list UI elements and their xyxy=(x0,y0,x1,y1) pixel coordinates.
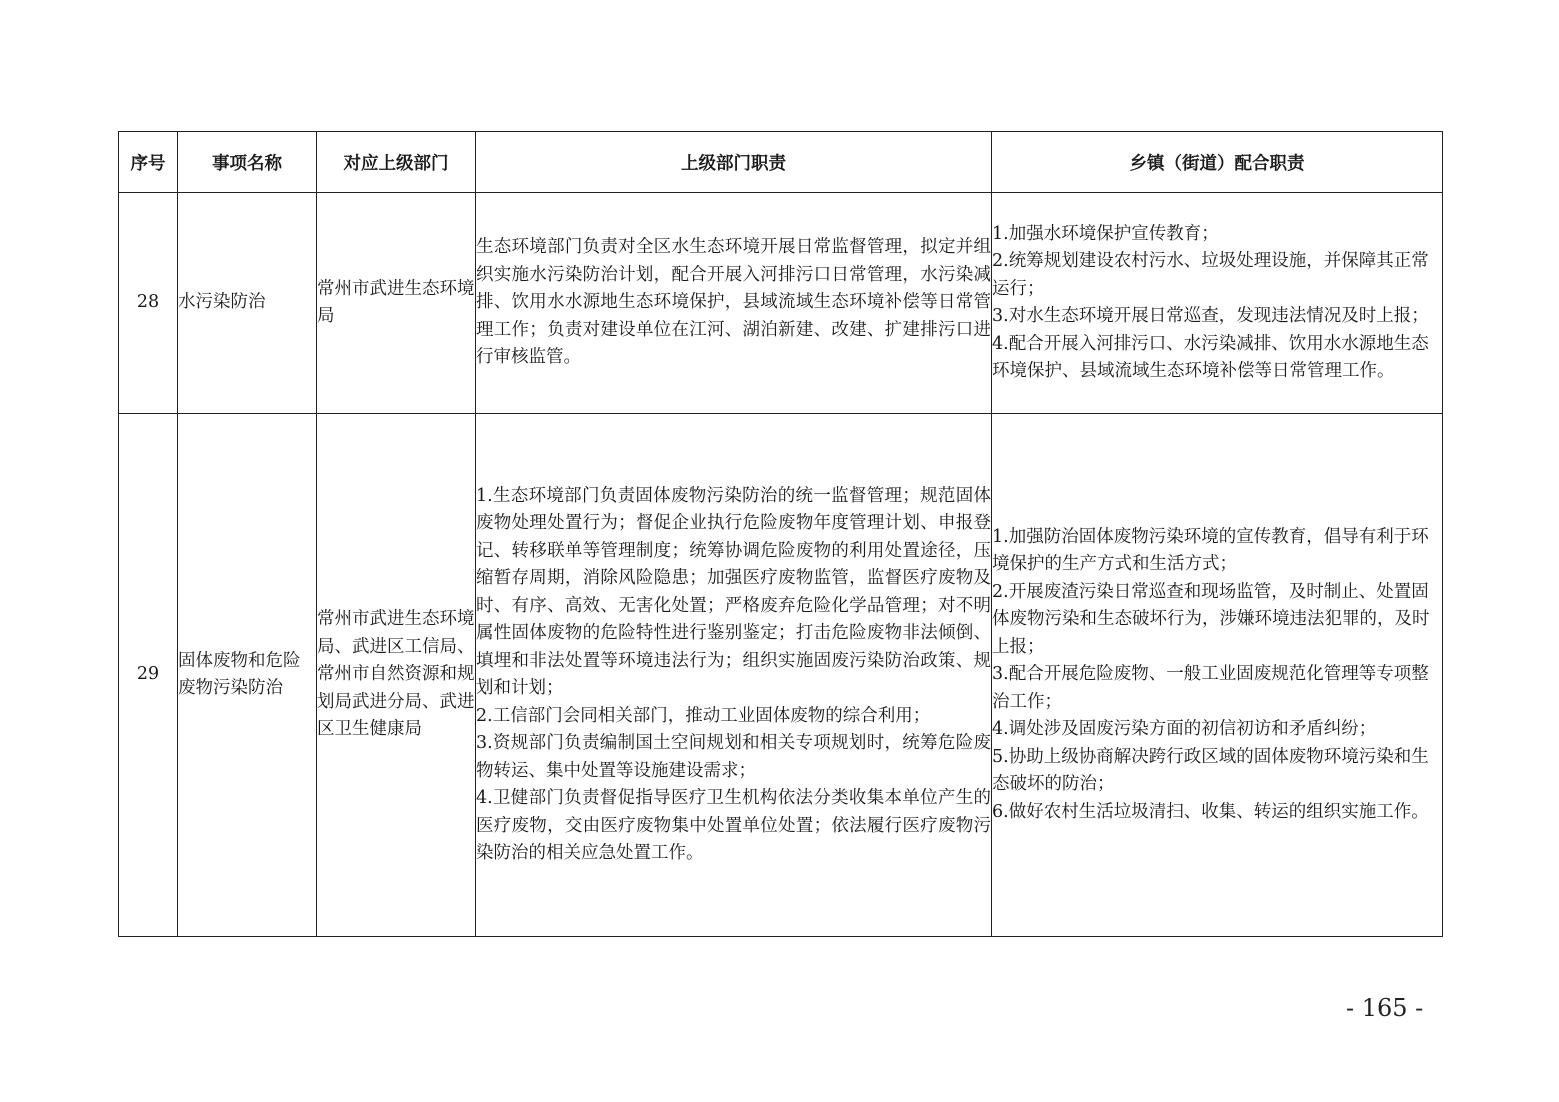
row-superior-duty: 生态环境部门负责对全区水生态环境开展日常监督管理，拟定并组织实施水污染防治计划，配合开展入河排污口日常管理，水污染减排、饮用水水源地生态环境保护，县域流域生态环境补偿等日常管理工作；负责对建设单位在江河、湖泊新建、改建、扩建排污口进行审核监管。 xyxy=(476,193,992,414)
row-town-duty: 1.加强防治固体废物污染环境的宣传教育，倡导有利于环境保护的生产方式和生活方式； 2.开展废渣污染日常巡查和现场监管，及时制止、处置固体废物污染和生态破坏行为，涉嫌环境违法犯罪的，及时上报； 3.配合开展危险废物、一般工业固废规范化管理等专项整治工作； 4.调处涉及固废污染方面的初信初访和矛盾纠纷； 5.协助上级协商解决跨行政区域的固体废物环境污染和生态破坏的防治； 6.做好农村生活垃圾清扫、收集、转运的组织实施工作。 xyxy=(992,414,1443,937)
page-number: - 165 - xyxy=(1346,994,1424,1022)
header-number: 序号 xyxy=(119,132,178,193)
table-row xyxy=(119,414,1443,937)
row-superior-dept: 常州市武进生态环境局 xyxy=(317,193,476,414)
table-header-row xyxy=(119,132,1443,193)
row-number: 28 xyxy=(119,193,178,414)
header-town-duty: 乡镇（街道）配合职责 xyxy=(992,132,1443,193)
row-item-name: 固体废物和危险废物污染防治 xyxy=(178,414,317,937)
row-superior-duty: 1.生态环境部门负责固体废物污染防治的统一监督管理；规范固体废物处理处置行为；督促企业执行危险废物年度管理计划、申报登记、转移联单等管理制度；统筹协调危险废物的利用处置途径，压缩暂存周期，消除风险隐患；加强医疗废物监管，监督医疗废物及时、有序、高效、无害化处置；严格废弃危险化学品管理；对不明属性固体废物的危险特性进行鉴别鉴定；打击危险废物非法倾倒、填埋和非法处置等环境违法行为；组织实施固废污染防治政策、规划和计划； 2.工信部门会同相关部门，推动工业固体废物的综合利用； 3.资规部门负责编制国土空间规划和相关专项规划时，统筹危险废物转运、集中处置等设施建设需求； 4.卫健部门负责督促指导医疗卫生机构依法分类收集本单位产生的医疗废物，交由医疗废物集中处置单位处置；依法履行医疗废物污染防治的相关应急处置工作。 xyxy=(476,414,992,937)
header-superior-duty: 上级部门职责 xyxy=(476,132,992,193)
row-item-name: 水污染防治 xyxy=(178,193,317,414)
row-superior-dept: 常州市武进生态环境局、武进区工信局、常州市自然资源和规划局武进分局、武进区卫生健康局 xyxy=(317,414,476,937)
table-row xyxy=(119,193,1443,414)
row-town-duty: 1.加强水环境保护宣传教育； 2.统筹规划建设农村污水、垃圾处理设施，并保障其正常运行； 3.对水生态环境开展日常巡查，发现违法情况及时上报； 4.配合开展入河排污口、水污染减排、饮用水水源地生态环境保护、县域流域生态环境补偿等日常管理工作。 xyxy=(992,193,1443,414)
header-superior-dept: 对应上级部门 xyxy=(317,132,476,193)
row-number: 29 xyxy=(119,414,178,937)
header-item-name: 事项名称 xyxy=(178,132,317,193)
duty-table xyxy=(118,131,1443,937)
